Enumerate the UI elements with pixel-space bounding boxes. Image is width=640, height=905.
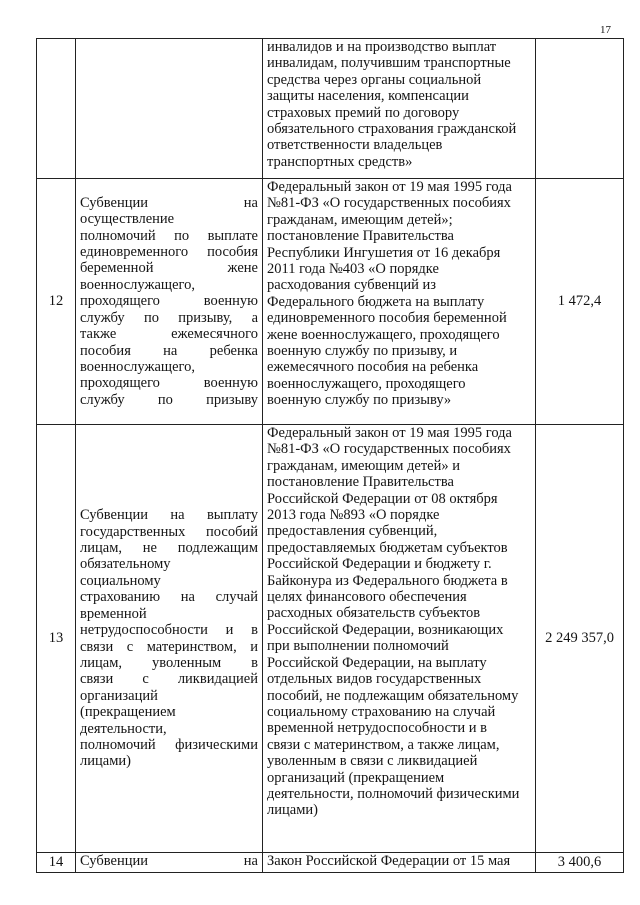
subvention-name	[76, 425, 263, 853]
basis-line: социальному страхованию на случай	[267, 703, 496, 720]
name-line: социальному	[80, 572, 161, 589]
legal-basis	[263, 39, 536, 179]
name-line: полномочий физическими	[80, 736, 258, 753]
basis-line: жене военнослужащего, проходящего	[267, 326, 500, 343]
name-line: проходящего военную	[80, 375, 258, 392]
row-number: 13	[37, 425, 76, 853]
basis-line: страховых премий по договору	[267, 104, 460, 121]
name-line: организаций	[80, 687, 158, 704]
amount: 1 472,4	[536, 179, 624, 425]
name-line: лицам, не подлежащим	[80, 540, 258, 557]
name-line: страхованию на случай	[80, 589, 258, 606]
basis-line: лицами)	[267, 802, 318, 819]
basis-line: деятельности, полномочий физическими	[267, 785, 520, 802]
basis-line: Федеральный закон от 19 мая 1995 года	[267, 425, 512, 441]
amount: 2 249 357,0	[536, 425, 624, 853]
subventions-table	[36, 38, 624, 873]
subvention-name	[76, 853, 263, 873]
basis-line: Российской Федерации, возникающих	[267, 621, 504, 638]
subvention-name	[76, 179, 263, 425]
basis-line: связи с материнством, а также лицам,	[267, 736, 500, 753]
basis-line: №81-ФЗ «О государственных пособиях	[267, 441, 511, 458]
basis-line: инвалидов и на производство выплат	[267, 39, 497, 55]
basis-line: расходования субвенций из	[267, 277, 437, 294]
basis-line: ответственности владельцев	[267, 137, 443, 154]
basis-line: расходных обязательств субъектов	[267, 605, 481, 622]
basis-line: военную службу по призыву»	[267, 392, 452, 409]
legal-basis	[263, 179, 536, 425]
basis-line: Закон Российской Федерации от 15 мая	[267, 853, 511, 869]
name-line: службу по призыву	[80, 391, 258, 408]
amount: 3 400,6	[536, 853, 624, 873]
basis-line: предоставления субвенций,	[267, 523, 438, 540]
basis-line: защиты населения, компенсации	[267, 88, 469, 105]
basis-line: Российской Федерации и бюджету г.	[267, 556, 492, 573]
row-number: 14	[37, 853, 76, 873]
basis-line: №81-ФЗ «О государственных пособиях	[267, 195, 511, 212]
name-line: беременной жене	[80, 260, 258, 277]
table-row	[37, 425, 624, 853]
basis-line: временной нетрудоспособности и в	[267, 720, 488, 737]
row-number: 12	[37, 179, 76, 425]
basis-line: при выполнении полномочий	[267, 638, 449, 655]
legal-basis	[263, 425, 536, 853]
basis-line: пособий, не подлежащим обязательному	[267, 687, 519, 704]
name-line: лицами)	[80, 753, 131, 770]
name-line: осуществление	[80, 211, 175, 228]
name-line: Субвенции на	[80, 194, 258, 211]
name-line: нетрудоспособности и в	[80, 622, 258, 639]
basis-line: военнослужащего, проходящего	[267, 375, 466, 392]
name-line: связи с материнством, и	[80, 638, 258, 655]
basis-line: гражданам, имеющим детей» и	[267, 457, 460, 474]
basis-line: отдельных видов государственных	[267, 671, 482, 688]
basis-line: Федеральный закон от 19 мая 1995 года	[267, 179, 512, 195]
basis-line: постановление Правительства	[267, 228, 454, 245]
basis-line: 2013 года №893 «О порядке	[267, 507, 440, 524]
name-line: государственных пособий	[80, 523, 258, 540]
basis-line: инвалидам, получившим транспортные	[267, 55, 511, 72]
table-body	[37, 39, 624, 873]
basis-line: военную службу по призыву, и	[267, 343, 458, 360]
name-line: проходящего военную	[80, 293, 258, 310]
name-line: Субвенции на	[80, 853, 258, 869]
name-line: деятельности,	[80, 720, 167, 737]
basis-line: Федерального бюджета на выплату	[267, 293, 485, 310]
table-row	[37, 853, 624, 873]
name-line: военнослужащего,	[80, 358, 195, 375]
basis-line: Республики Ингушетия от 16 декабря	[267, 244, 501, 261]
name-line: лицам, уволенным в	[80, 654, 258, 671]
basis-line: Байконура из Федерального бюджета в	[267, 572, 508, 589]
basis-line: единовременного пособия беременной	[267, 310, 507, 327]
basis-line: транспортных средств»	[267, 153, 413, 170]
basis-line: постановление Правительства	[267, 474, 454, 491]
basis-line: обязательного страхования гражданской	[267, 121, 517, 138]
name-line: временной	[80, 605, 147, 622]
name-line: единовременного пособия	[80, 244, 258, 261]
basis-line: организаций (прекращением	[267, 769, 445, 786]
amount	[536, 39, 624, 179]
basis-line: предоставляемых бюджетам субъектов	[267, 539, 508, 556]
name-line: полномочий по выплате	[80, 227, 258, 244]
basis-line: уволенным в связи с ликвидацией	[267, 753, 478, 770]
legal-basis	[263, 853, 536, 873]
table-row	[37, 179, 624, 425]
name-line: связи с ликвидацией	[80, 671, 258, 688]
basis-line: 2011 года №403 «О порядке	[267, 261, 439, 278]
basis-line: ежемесячного пособия на ребенка	[267, 359, 479, 376]
name-line: также ежемесячного	[80, 326, 258, 343]
subvention-name	[76, 39, 263, 179]
basis-line: Российской Федерации, на выплату	[267, 654, 487, 671]
name-line: Субвенции на выплату	[80, 507, 258, 524]
name-line: обязательному	[80, 556, 171, 573]
name-line: (прекращением	[80, 704, 176, 721]
basis-line: средства через органы социальной	[267, 71, 482, 88]
basis-line: гражданам, имеющим детей»;	[267, 211, 453, 228]
name-line: службу по призыву, а	[80, 309, 258, 326]
row-number	[37, 39, 76, 179]
basis-line: целях финансового обеспечения	[267, 589, 467, 606]
name-line: пособия на ребенка	[80, 342, 258, 359]
name-line: военнослужащего,	[80, 276, 195, 293]
table-row	[37, 39, 624, 179]
basis-line: Российской Федерации от 08 октября	[267, 490, 498, 507]
page-number: 17	[600, 24, 611, 36]
